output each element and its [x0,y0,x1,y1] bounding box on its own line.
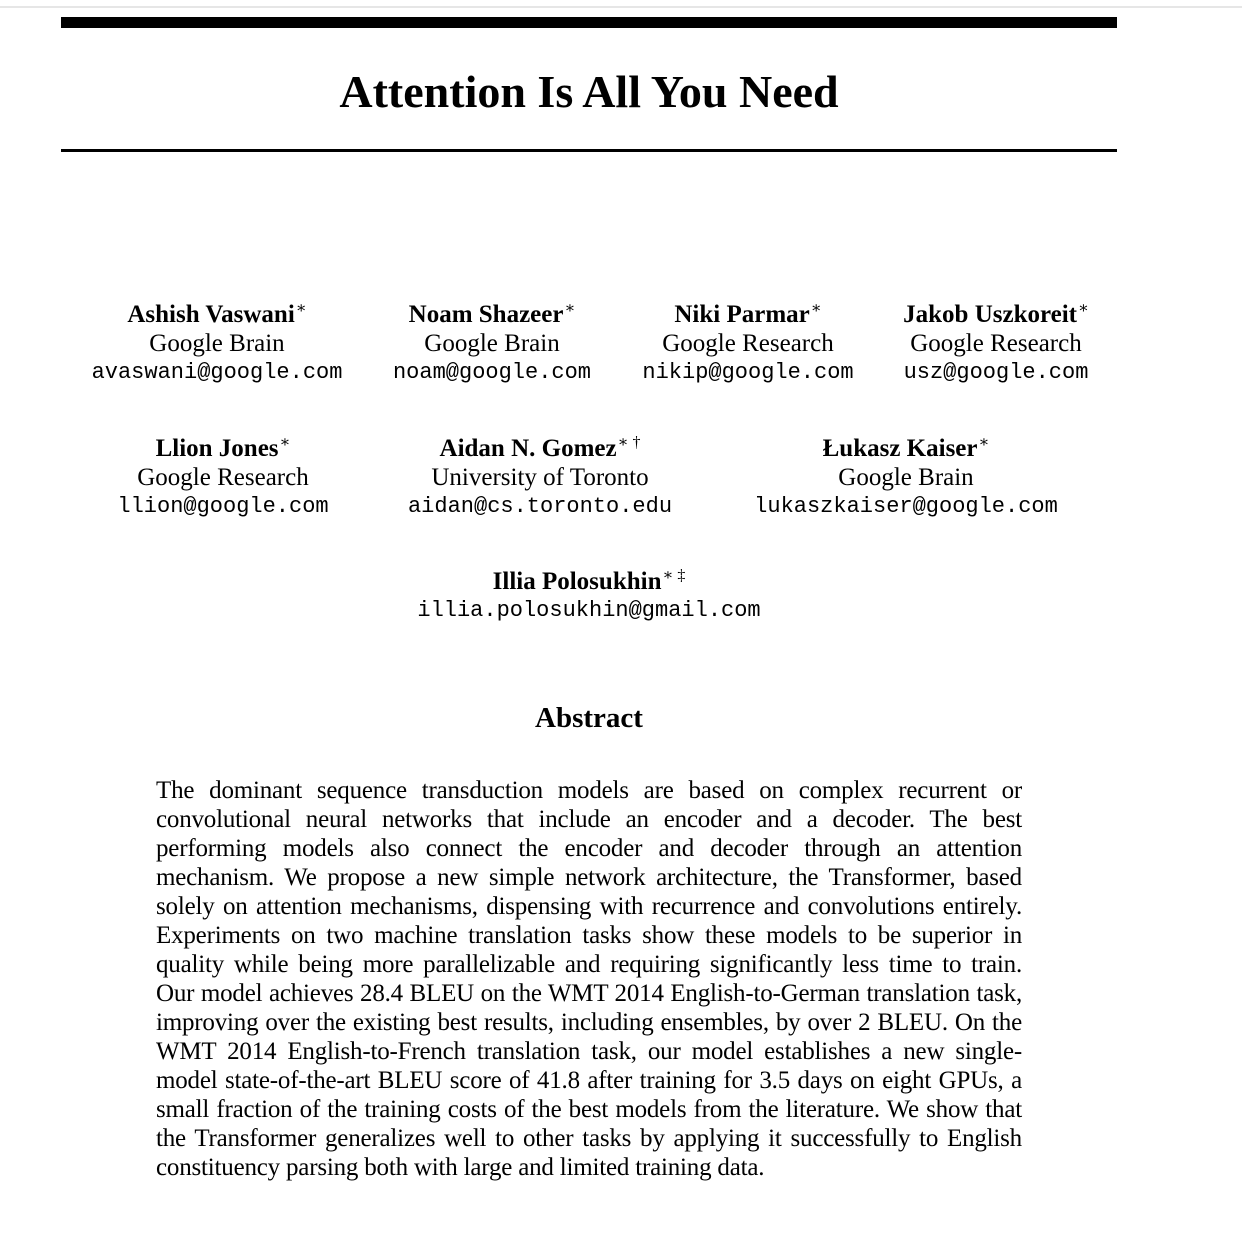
author-block-shazeer [393,300,591,387]
author-affiliation: Google Brain [149,330,285,357]
author-footnote-mark: ∗ [279,433,291,451]
author-name: Niki Parmar∗ [674,299,822,328]
author-name: Noam Shazeer∗ [408,299,576,328]
paper-title: Attention Is All You Need [339,66,839,117]
title-bottom-rule [61,149,1117,152]
author-block-vaswani [92,300,343,387]
title-top-rule [61,17,1117,28]
author-email: nikip@google.com [642,360,854,385]
author-footnote-mark: ∗ [564,299,576,317]
author-email: usz@google.com [903,360,1089,385]
author-name: Llion Jones∗ [155,433,291,462]
author-footnote-mark: ∗ [810,299,822,317]
author-footnote-mark: ∗ [978,433,990,451]
author-email: lukaszkaiser@google.com [754,494,1058,519]
author-email: noam@google.com [392,360,592,385]
author-name: Jakob Uszkoreit∗ [903,299,1089,328]
abstract-text: The dominant sequence transduction models are based on complex recurrent or convolutional neural networks that include an encoder and a decoder. The best performing models also connect the encoder and decoder through an attention mechanism. We propose a new simple network architecture, the Transformer, based solely on attention mechanisms, dispensing with recurrence and convolutions entirely. Experiments on two machine translation tasks show these models to be superior in quality while being more parallelizable and requiring significantly less time to train. Our model achieves 28.4 BLEU on the WMT 2014 English-to-German translation task, improving over the existing best results, including ensembles, by over 2 BLEU. On the WMT 2014 English-to-French translation task, our model establishes a new single-model state-of-the-art BLEU score of 41.8 after training for 3.5 days on eight GPUs, a small fraction of the training costs of the best models from the literature. We show that the Transformer generalizes well to other tasks by applying it successfully to English constituency parsing both with large and limited training data. [156,777,1022,1181]
author-name: Ashish Vaswani∗ [127,299,307,328]
abstract-heading: Abstract [535,702,643,734]
author-affiliation: Google Research [662,330,834,357]
author-name: Łukasz Kaiser∗ [822,433,990,462]
author-block-parmar [642,300,853,387]
author-affiliation: University of Toronto [431,464,649,491]
author-name: Illia Polosukhin∗ ‡ [492,566,686,595]
author-footnote-mark: ∗ [1077,299,1089,317]
author-affiliation: Google Research [137,464,309,491]
author-affiliation: Google Brain [424,330,560,357]
author-block-kaiser [754,434,1058,521]
author-footnote-mark: ∗ [295,299,307,317]
author-affiliation: Google Brain [838,464,974,491]
author-affiliation: Google Research [910,330,1082,357]
page-top-border [0,6,1242,8]
author-block-polosukhin [417,567,760,625]
author-name: Aidan N. Gomez∗ † [439,433,641,462]
author-footnote-mark: ∗ † [617,433,641,451]
author-email: illia.polosukhin@gmail.com [417,598,761,623]
author-email: avaswani@google.com [91,360,343,385]
author-email: aidan@cs.toronto.edu [407,494,673,519]
author-block-gomez [408,434,672,521]
author-email: llion@google.com [117,494,329,519]
author-block-jones [117,434,328,521]
author-block-uszkoreit [903,300,1089,387]
author-footnote-mark: ∗ ‡ [662,566,686,584]
